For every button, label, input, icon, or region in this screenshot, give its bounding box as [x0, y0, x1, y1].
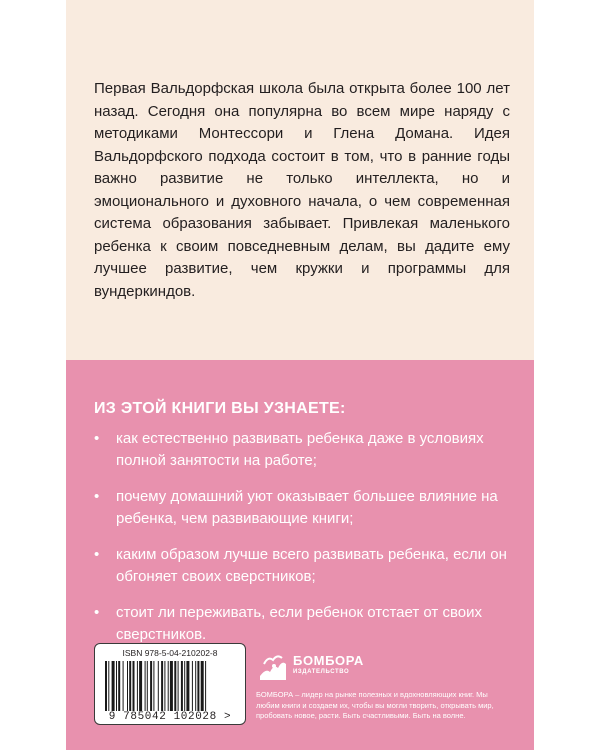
barcode-bar: [192, 661, 193, 711]
barcode-bar: [147, 661, 148, 711]
bombora-icon: [256, 650, 290, 684]
learn-section: [66, 360, 534, 750]
barcode-bar: [161, 661, 163, 711]
barcode-bar: [112, 661, 115, 711]
barcode-bar: [116, 661, 117, 711]
barcode-bar: [153, 661, 154, 711]
barcode-bar: [184, 661, 185, 711]
barcode-bar: [129, 661, 131, 711]
bullet-icon: •: [94, 430, 100, 447]
isbn-text: ISBN 978-5-04-210202-8: [122, 648, 218, 658]
bullet-icon: •: [94, 488, 100, 505]
publisher-brand: [293, 654, 364, 676]
barcode-bar: [139, 661, 142, 711]
barcode-bar: [170, 661, 173, 711]
learn-heading: ИЗ ЭТОЙ КНИГИ ВЫ УЗНАЕТЕ:: [94, 400, 346, 417]
list-item-text: стоит ли переживать, если ребенок отстает от своих сверстников.: [116, 604, 482, 643]
barcode-bar: [164, 661, 165, 711]
bullet-icon: •: [94, 604, 100, 621]
barcode-bar: [186, 661, 189, 711]
barcode-bars: [105, 661, 237, 711]
list-item-text: как естественно развивать ребенка даже в условиях полной занятости на работе;: [116, 430, 484, 469]
barcode-bar: [168, 661, 169, 711]
barcode-bar: [174, 661, 176, 711]
list-item-text: почему домашний уют оказывает большее влияние на ребенка, чем развивающие книги;: [116, 488, 498, 527]
barcode-bar: [158, 661, 159, 711]
barcode-bar: [133, 661, 135, 711]
barcode-number: 9 785042 102028 >: [108, 711, 232, 723]
barcode-bar: [123, 661, 124, 711]
barcode-bar: [145, 661, 146, 711]
barcode-bar: [205, 661, 206, 711]
barcode-bar: [118, 661, 120, 711]
list-item: [94, 602, 510, 645]
list-item: [94, 428, 510, 471]
intro-section: [66, 0, 534, 360]
barcode-bar: [108, 661, 109, 711]
list-item: [94, 486, 510, 529]
learn-list: [94, 428, 510, 660]
barcode-bar: [105, 661, 107, 711]
barcode-bar: [150, 661, 152, 711]
list-item-text: каким образом лучше всего развивать ребенка, если он обгоняет своих сверстников;: [116, 546, 507, 585]
barcode-bar: [197, 661, 199, 711]
barcode-block: [94, 643, 246, 725]
barcode-bar: [178, 661, 179, 711]
barcode-bar: [181, 661, 183, 711]
publisher-subtitle: ИЗДАТЕЛЬСТВО: [293, 669, 350, 675]
publisher-description: БОМБОРА – лидер на рынке полезных и вдохновляющих книг. Мы любим книги и создаем их, чтобы вы могли творить, открывать мир, пробовать новое, расти. Быть счастливыми. Быть на волне.: [256, 690, 494, 720]
barcode-bar: [127, 661, 128, 711]
barcode-bar: [137, 661, 138, 711]
book-back-cover: [66, 0, 534, 750]
list-item: [94, 544, 510, 587]
intro-text: Первая Вальдорфская школа была открыта более 100 лет назад. Сегодня она популярна во всем мире наряду с методиками Монтессори и Глена Домана. Идея Вальдорфского подхода состоит в том, что в ранние годы важно развитие не только интеллекта, но и эмоционального и духовного начала, о чем современная система образования забывает. Привлекая маленького ребенка к своим повседневным делам, вы дадите ему лучшее развитие, чем кружки и программы для вундеркиндов.: [94, 80, 510, 300]
barcode-bar: [195, 661, 196, 711]
barcode-bar: [201, 661, 204, 711]
publisher-name: БОМБОРА: [293, 653, 364, 668]
bullet-icon: •: [94, 546, 100, 563]
